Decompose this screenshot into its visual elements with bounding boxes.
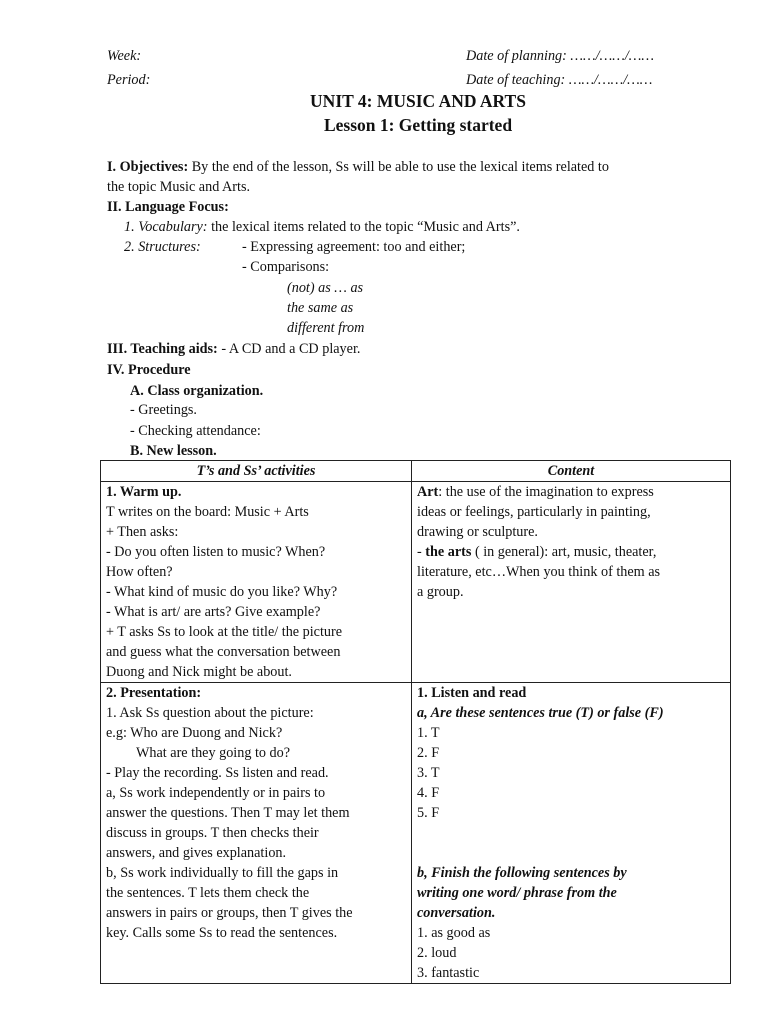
- art-term: Art: [417, 484, 439, 500]
- the-arts-definition-text: ( in general): art, music, theater,: [471, 544, 657, 560]
- activity-line: b, Ss work individually to fill the gaps in: [106, 865, 339, 881]
- comparison-different-from: different from: [287, 320, 365, 336]
- comparison-not-as-as: (not) as … as: [287, 280, 364, 296]
- the-arts-prefix: -: [417, 544, 426, 560]
- presentation-content-cell: [412, 683, 731, 984]
- activity-line: + T asks Ss to look at the title/ the picture: [106, 624, 343, 640]
- date-of-planning: Date of planning: ……/……/……: [466, 48, 654, 64]
- objectives-text-1: By the end of the lesson, Ss will be able to use the lexical items related to: [188, 159, 609, 175]
- structure-comparisons: - Comparisons:: [242, 259, 330, 275]
- content-column-header: Content: [412, 461, 731, 482]
- teaching-aids-label: III. Teaching aids:: [107, 341, 218, 357]
- content-line: drawing or sculpture.: [417, 524, 538, 540]
- activities-column-header: T’s and Ss’ activities: [101, 461, 412, 482]
- answer-item: 2. F: [417, 745, 440, 761]
- date-of-teaching: Date of teaching: ……/……/……: [466, 72, 653, 88]
- week-label: Week:: [107, 48, 142, 64]
- spacer: [417, 843, 725, 863]
- structures-label: 2. Structures:: [124, 239, 201, 255]
- activity-line: - What is art/ are arts? Give example?: [106, 604, 321, 620]
- period-label: Period:: [107, 72, 151, 88]
- activity-line: discuss in groups. T then checks their: [106, 825, 319, 841]
- answer-item: 3. fantastic: [417, 965, 480, 981]
- activity-line: answer the questions. Then T may let them: [106, 805, 350, 821]
- answer-item: 1. T: [417, 725, 440, 741]
- teaching-aids-line: [107, 339, 360, 359]
- table-row-presentation: [101, 683, 731, 984]
- fill-gaps-heading-line-1: b, Finish the following sentences by: [417, 865, 627, 881]
- answer-item: 1. as good as: [417, 925, 491, 941]
- presentation-activities-cell: [101, 683, 412, 984]
- structure-agreement: - Expressing agreement: too and either;: [242, 239, 466, 255]
- fill-gaps-heading-line-2: writing one word/ phrase from the: [417, 885, 617, 901]
- teaching-aids-text: - A CD and a CD player.: [217, 341, 361, 357]
- answer-item: 4. F: [417, 785, 440, 801]
- answer-item: 3. T: [417, 765, 440, 781]
- activity-line: 1. Ask Ss question about the picture:: [106, 705, 314, 721]
- activity-line: What are they going to do?: [136, 745, 291, 761]
- activity-line: - Do you often listen to music? When?: [106, 544, 326, 560]
- activity-line: e.g: Who are Duong and Nick?: [106, 725, 283, 741]
- warm-up-content-cell: [412, 482, 731, 683]
- procedure-label: IV. Procedure: [107, 362, 191, 378]
- spacer: [417, 823, 725, 843]
- the-arts-definition-line-1: [417, 542, 725, 562]
- presentation-heading: 2. Presentation:: [106, 685, 202, 701]
- fill-gaps-heading-line-3: conversation.: [417, 905, 496, 921]
- vocabulary-text: the lexical items related to the topic “Music and Arts”.: [207, 219, 520, 235]
- unit-title: UNIT 4: MUSIC AND ARTS: [310, 91, 526, 111]
- checking-attendance-item: - Checking attendance:: [130, 423, 261, 439]
- content-line: ideas or feelings, particularly in painting,: [417, 504, 651, 520]
- activity-line: - Play the recording. Ss listen and read.: [106, 765, 329, 781]
- activity-line: - What kind of music do you like? Why?: [106, 584, 338, 600]
- objectives-line-1: [107, 157, 609, 177]
- activity-line: + Then asks:: [106, 524, 179, 540]
- table-header-row: [101, 461, 731, 482]
- objectives-label: I. Objectives:: [107, 159, 189, 175]
- objectives-text-2: the topic Music and Arts.: [107, 179, 251, 195]
- content-line: a group.: [417, 584, 464, 600]
- lesson-activities-table: [100, 460, 731, 984]
- activity-line: key. Calls some Ss to read the sentences.: [106, 925, 338, 941]
- content-line: literature, etc…When you think of them as: [417, 564, 661, 580]
- activity-line: T writes on the board: Music + Arts: [106, 504, 309, 520]
- activity-line: and guess what the conversation between: [106, 644, 341, 660]
- true-false-heading: a, Are these sentences true (T) or false (F): [417, 705, 664, 721]
- answer-item: 5. F: [417, 805, 440, 821]
- answer-item: 2. loud: [417, 945, 457, 961]
- activity-line: How often?: [106, 564, 173, 580]
- language-focus-label: II. Language Focus:: [107, 199, 229, 215]
- art-definition-line-1: [417, 482, 725, 502]
- activity-line: a, Ss work independently or in pairs to: [106, 785, 326, 801]
- new-lesson-label: B. New lesson.: [130, 443, 217, 459]
- the-arts-term: the arts: [425, 544, 472, 560]
- table-row-warm-up: [101, 482, 731, 683]
- vocabulary-label: 1. Vocabulary:: [124, 219, 208, 235]
- activity-line: answers, and gives explanation.: [106, 845, 287, 861]
- warm-up-activities-cell: [101, 482, 412, 683]
- activity-line: the sentences. T lets them check the: [106, 885, 310, 901]
- art-definition-text: : the use of the imagination to express: [438, 484, 654, 500]
- activity-line: Duong and Nick might be about.: [106, 664, 292, 680]
- comparison-the-same-as: the same as: [287, 300, 354, 316]
- warm-up-heading: 1. Warm up.: [106, 484, 182, 500]
- class-organization-label: A. Class organization.: [130, 383, 264, 399]
- activity-line: answers in pairs or groups, then T gives the: [106, 905, 353, 921]
- greetings-item: - Greetings.: [130, 402, 197, 418]
- vocabulary-line: [124, 217, 520, 237]
- listen-and-read-heading: 1. Listen and read: [417, 685, 527, 701]
- lesson-title: Lesson 1: Getting started: [323, 115, 513, 135]
